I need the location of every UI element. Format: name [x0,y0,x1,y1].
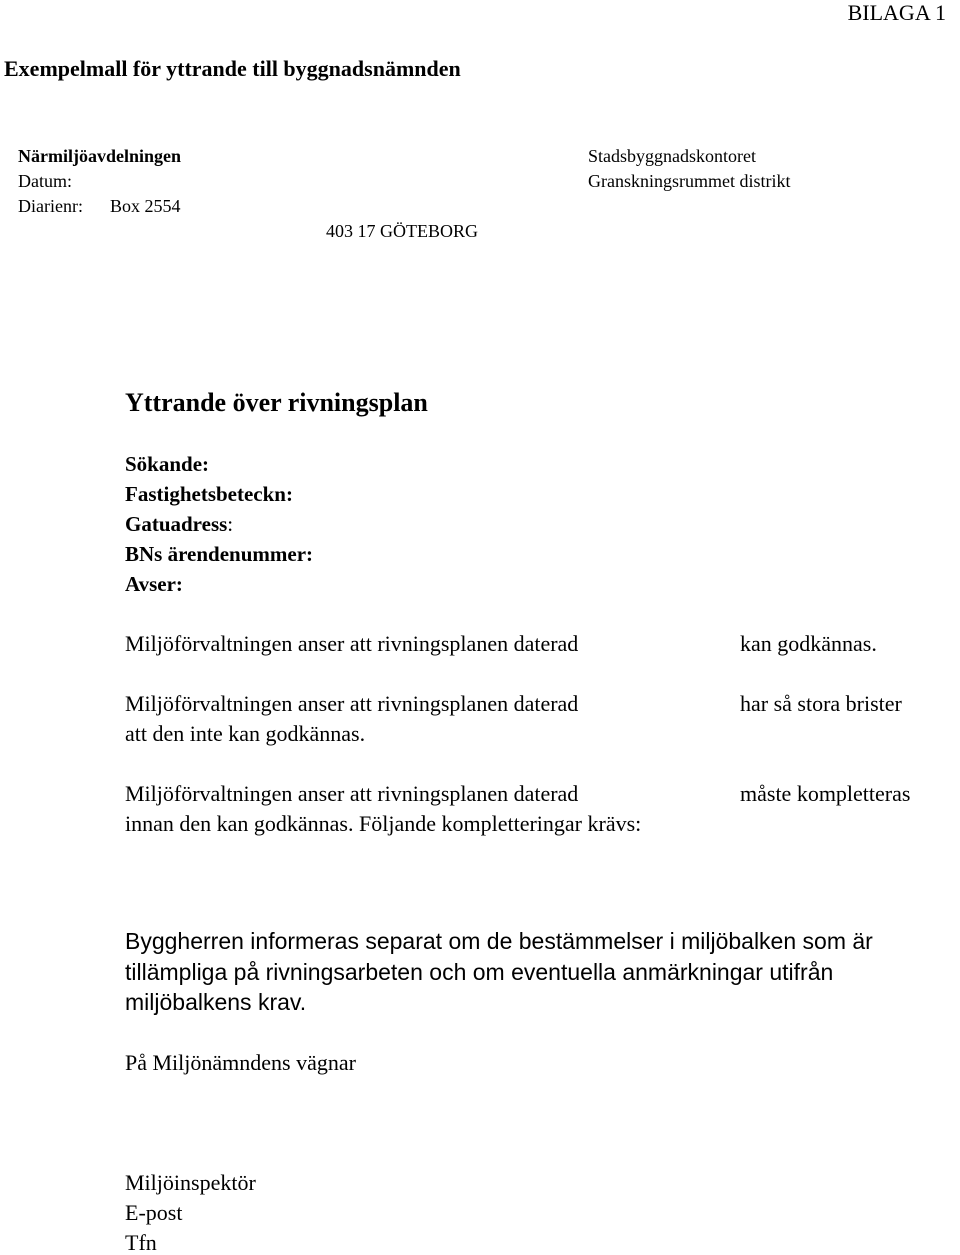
document-title: Exempelmall för yttrande till byggnadsnämnden [4,56,461,81]
street-address-colon: : [227,512,234,536]
recipient-postal: 403 17 GÖTEBORG [326,221,478,241]
reject-option-suffix: har så stora brister [740,691,902,716]
date-label: Datum: [18,171,72,191]
approve-option-prefix: Miljöförvaltningen anser att rivningsplanen daterad [125,631,579,656]
reject-option-prefix: Miljöförvaltningen anser att rivningsplanen daterad [125,691,579,716]
reject-option-continuation: att den inte kan godkännas. [125,721,366,746]
signature-phone-label: Tfn [125,1230,157,1255]
signoff: På Miljönämndens vägnar [125,1050,356,1075]
recipient-box: Box 2554 [110,196,181,216]
subject-heading: Yttrande över rivningsplan [125,388,428,417]
attachment-label: BILAGA 1 [847,0,946,25]
approve-option-suffix: kan godkännas. [740,631,877,656]
property-label: Fastighetsbeteckn: [125,482,293,506]
street-address-label [125,514,233,535]
recipient-department: Granskningsrummet distrikt [588,171,791,191]
complete-option-suffix: måste kompletteras [740,781,911,806]
complete-option-continuation: innan den kan godkännas. Följande kompletteringar krävs: [125,811,642,836]
diarie-label: Diarienr: [18,196,83,216]
case-number-label: BNs ärendenummer: [125,542,314,566]
street-address-text: Gatuadress [125,512,228,536]
signature-role: Miljöinspektör [125,1170,256,1195]
applicant-label: Sökande: [125,452,210,476]
signature-email-label: E-post [125,1200,183,1225]
regarding-label: Avser: [125,572,183,596]
information-paragraph: Byggherren informeras separat om de bestämmelser i miljöbalken som är tillämpliga på rivningsarbeten och om eventuella anmärkningar utifrån miljöbalkens krav. [125,928,873,1015]
sender-unit: Närmiljöavdelningen [18,146,182,166]
recipient-office: Stadsbyggnadskontoret [588,146,756,166]
complete-option-prefix: Miljöförvaltningen anser att rivningsplanen daterad [125,781,579,806]
